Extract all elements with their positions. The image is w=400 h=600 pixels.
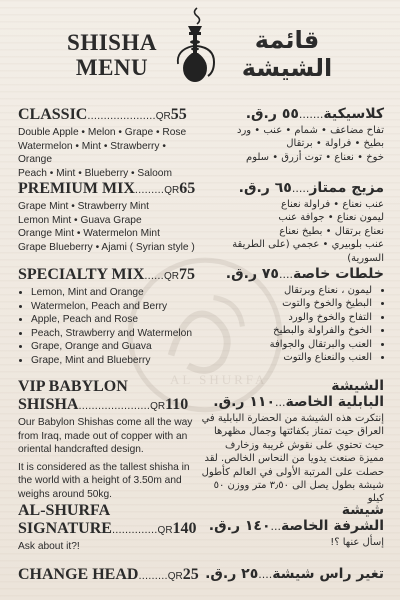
classic-en bbox=[18, 106, 198, 180]
premium-items bbox=[18, 200, 198, 254]
vip-currency: QR bbox=[150, 401, 166, 412]
premium-item-ar: عنب بلوبيري • عجمي (على الطريقة السورية) bbox=[232, 239, 384, 264]
signature-price: 140 bbox=[172, 520, 197, 537]
change-head-price-ar: ٢٥ ر.ق. bbox=[205, 566, 259, 582]
section-classic bbox=[18, 106, 384, 179]
signature-note: Ask about it?! bbox=[18, 541, 80, 552]
classic-price: 55 bbox=[170, 106, 187, 123]
specialty-item-ar: • التفاح والخوخ والورد bbox=[200, 311, 372, 324]
premium-item: Lemon Mint • Guava Grape bbox=[18, 214, 142, 226]
premium-heading-ar: مزيج ممتاز.....٦٥ ر.ق. bbox=[238, 180, 384, 196]
specialty-price-ar: ٧٥ ر.ق. bbox=[225, 266, 279, 282]
specialty-item: • Peach, Strawberry and Watermelon bbox=[31, 327, 198, 341]
signature-en bbox=[18, 502, 198, 554]
vip-desc-ar: إنتكرت هذه الشيشة من الحضارة البابلية في العراق حيث تمتاز بكفائتها وجمال مظهرها حيث تحتوي على نقوش غريبة وزخارف مميزة صنعت يدويا من النحاس الخالص. لقد حصلت على المرتبة الأولى في العالم كأطول شيشة بطول يصل الى ٣٫٥٠ متر ووزن ٥٠ كيلو bbox=[201, 413, 384, 505]
vip-desc-2: It is considered as the tallest shisha in the world with a height of 3.50m and weighs around 50kg. bbox=[18, 461, 190, 500]
change-head-en bbox=[18, 566, 198, 584]
change-head-currency: QR bbox=[167, 571, 183, 582]
premium-en bbox=[18, 180, 198, 254]
title-line-2: MENU bbox=[75, 55, 149, 80]
vip-heading-ar-line-2: البابلية الخاصة...١١٠ ر.ق. bbox=[213, 394, 384, 410]
specialty-items-ar bbox=[200, 284, 384, 364]
vip-price: 110 bbox=[165, 396, 189, 413]
classic-price-ar: ٥٥ ر.ق. bbox=[245, 106, 299, 122]
specialty-item-ar: • البطيخ والخوخ والتوت bbox=[200, 297, 372, 310]
signature-heading-ar-line-2: الشرفة الخاصة...١٤٠ ر.ق. bbox=[208, 518, 384, 534]
premium-heading: PREMIUM MIX.........QR65 bbox=[18, 180, 196, 197]
vip-heading-line-2: SHISHA......................QR110 bbox=[18, 396, 189, 413]
signature-note-ar: إسأل عنها ؟! bbox=[330, 537, 384, 548]
specialty-name-ar: خلطات خاصة bbox=[292, 266, 384, 282]
classic-name-ar: كلاسيكية bbox=[323, 106, 384, 122]
section-change-head bbox=[18, 566, 384, 588]
specialty-item: • Apple, Peach and Rose bbox=[31, 313, 198, 327]
classic-item-ar: خوخ • نعناع • توت أزرق • سلوم bbox=[246, 151, 384, 163]
signature-name: SIGNATURE bbox=[18, 520, 112, 537]
classic-items bbox=[18, 126, 198, 180]
page-title bbox=[60, 30, 164, 80]
premium-item: Orange Mint • Watermelon Mint bbox=[18, 228, 160, 240]
signature-currency: QR bbox=[157, 525, 173, 536]
section-vip-babylon bbox=[18, 378, 384, 505]
premium-item: Grape Mint • Strawberry Mint bbox=[18, 201, 149, 212]
classic-name: CLASSIC bbox=[18, 106, 88, 123]
premium-item-ar: عنب نعناع • فراولة نعناع bbox=[280, 199, 384, 210]
specialty-en bbox=[18, 266, 198, 368]
specialty-item-ar: • الخوخ والفراولة والبطيخ bbox=[200, 324, 372, 337]
page-title-arabic bbox=[232, 26, 342, 82]
specialty-heading: SPECIALTY MIX......QR75 bbox=[18, 266, 195, 283]
vip-price-ar: ١١٠ ر.ق. bbox=[213, 394, 275, 410]
premium-price-ar: ٦٥ ر.ق. bbox=[238, 180, 292, 196]
signature-heading-line-1: AL-SHURFA bbox=[18, 502, 111, 519]
specialty-currency: QR bbox=[163, 271, 179, 282]
change-head-heading: CHANGE HEAD.........QR25 bbox=[18, 566, 199, 583]
section-specialty-mix bbox=[18, 266, 384, 366]
change-head-name-ar: تغير راس شيشة bbox=[272, 566, 384, 582]
change-head-heading-ar: تغير راس شيشة....٢٥ ر.ق. bbox=[205, 566, 384, 582]
premium-item-ar: نعناع برتقال • بطيخ نعناع bbox=[279, 225, 384, 237]
classic-currency: QR bbox=[155, 111, 171, 122]
change-head-name: CHANGE HEAD bbox=[18, 566, 139, 583]
signature-heading-ar-line-1: شيشة bbox=[341, 502, 384, 518]
section-premium-mix bbox=[18, 180, 384, 264]
vip-ar bbox=[200, 378, 384, 506]
signature-heading-line-2: SIGNATURE..............QR140 bbox=[18, 520, 197, 537]
hookah-icon bbox=[170, 6, 220, 84]
premium-name-ar: مزيج ممتاز bbox=[309, 180, 384, 196]
classic-items-ar bbox=[200, 124, 384, 164]
specialty-item: • Grape, Mint and Blueberry bbox=[31, 354, 198, 368]
watermark-text: AL SHURFA bbox=[170, 372, 268, 387]
classic-item: Double Apple • Melon • Grape • Rose bbox=[18, 127, 187, 138]
classic-item: Peach • Mint • Blueberry • Saloom bbox=[18, 167, 172, 179]
vip-name: SHISHA bbox=[18, 396, 79, 413]
premium-name: PREMIUM MIX bbox=[18, 180, 135, 197]
vip-heading-ar-line-1: الشيشة bbox=[331, 378, 384, 394]
classic-item-ar: تفاح مضاعف • شمام • عنب • ورد bbox=[237, 125, 384, 136]
specialty-price: 75 bbox=[178, 266, 195, 283]
specialty-heading-ar: خلطات خاصة....٧٥ ر.ق. bbox=[225, 266, 384, 282]
classic-item-ar: بطيخ • فراولة • برتقال bbox=[286, 138, 384, 150]
title-ar-line-2: الشيشة bbox=[241, 54, 333, 82]
classic-heading: CLASSIC.....................QR55 bbox=[18, 106, 187, 123]
signature-ar bbox=[200, 502, 384, 549]
vip-desc-1: Our Babylon Shishas come all the way from Iraq, made out of copper with an oriental handcrafted design. bbox=[18, 417, 193, 456]
specialty-item: • Grape, Orange and Guava bbox=[31, 340, 198, 354]
signature-name-ar: الشرفة الخاصة bbox=[281, 518, 384, 534]
vip-name-ar: البابلية الخاصة bbox=[285, 394, 384, 410]
classic-ar bbox=[200, 106, 384, 164]
change-head-ar bbox=[200, 566, 384, 582]
specialty-item: • Watermelon, Peach and Berry bbox=[31, 300, 198, 314]
specialty-items bbox=[18, 286, 198, 368]
premium-items-ar bbox=[200, 198, 384, 265]
specialty-name: SPECIALTY MIX bbox=[18, 266, 145, 283]
premium-currency: QR bbox=[164, 185, 180, 196]
premium-ar bbox=[200, 180, 384, 265]
specialty-item-ar: • العنب والنعناع والتوت bbox=[200, 351, 372, 364]
premium-item-ar: ليمون نعناع • جوافة عنب bbox=[278, 212, 384, 224]
title-ar-line-1: قائمة bbox=[254, 26, 320, 54]
premium-item: Grape Blueberry • Ajami ( Syrian style ) bbox=[18, 241, 195, 253]
premium-price: 65 bbox=[179, 180, 196, 197]
title-line-1: SHISHA bbox=[67, 30, 157, 55]
specialty-item-ar: • العنب والبرتقال والجوافة bbox=[200, 338, 372, 351]
section-al-shurfa-signature bbox=[18, 502, 384, 554]
signature-price-ar: ١٤٠ ر.ق. bbox=[208, 518, 271, 534]
vip-desc bbox=[18, 416, 198, 502]
vip-heading-line-1: VIP BABYLON bbox=[18, 378, 128, 395]
specialty-item: • Lemon, Mint and Orange bbox=[31, 286, 198, 300]
classic-item: Watermelon • Mint • Strawberry • Orange bbox=[18, 140, 166, 166]
classic-heading-ar: كلاسيكية.......٥٥ ر.ق. bbox=[245, 106, 384, 122]
specialty-item-ar: • ليمون ، نعناع وبرتقال bbox=[200, 284, 372, 297]
change-head-price: 25 bbox=[182, 566, 199, 583]
specialty-ar bbox=[200, 266, 384, 364]
vip-en bbox=[18, 378, 198, 502]
